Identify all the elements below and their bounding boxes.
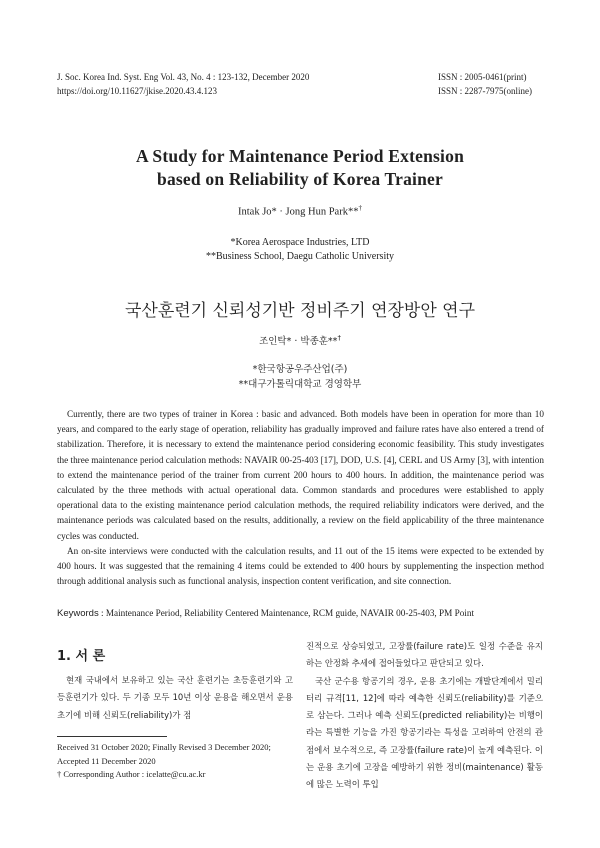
abstract-paragraph-1: Currently, there are two types of trainer in Korea : basic and advanced. Both models have been in operation for more than 10 years, and compared to the early stage of operation, reliability has gradually improved and failure rates have also entered a trend of stabilization. Therefore, it is necessary to extend the maintenance period considering economic feasibility. This study investigates the three maintenance period calculation methods: NAVAIR 00-25-403 [17], DOD, U.S. [4], CERL and US Army [3], with intention to extend the maintenance period of the trainer from current 200 hours to 400 hours. In addition, the maintenance period was calculated by the three methods with actual operational data. Common standards and procedures were established to apply operational data to the existing maintenance period calculation methods, the required reliability indicators were derived, and the maintenance periods was calculated based on the results, additionally, a review on the field applicability of the three maintenance cycles was conducted. (57, 409, 544, 541)
received-date: Received 31 October 2020; Finally Revised 3 December 2020; (57, 742, 271, 752)
title-en-line1: A Study for Maintenance Period Extension (135, 146, 465, 166)
affiliation-ko-2: **대구가톨릭대학교 경영학부 (238, 379, 362, 390)
authors-ko (0, 333, 600, 347)
intro-paragraph-right-2: 국산 군수용 항공기의 경우, 운용 초기에는 개발단계에서 밀리터리 규격[11, 12]에 따라 예측한 신뢰도(reliability)를 기준으로 삼는다. 그러나 예측 신뢰도(predicted reliability)는 비행이라는 특별한 기능을 가진 항공기라는 특성을 고려하여 안전의 관점에서 보수적으로, 즉 고장률(failure rate)이 높게 예측된다. 이는 운용 초기에 고장을 예방하기 위한 정비(maintenance) 활동에 많은 노력이 투입 (306, 675, 543, 790)
title-en-line2: based on Reliability of Korea Trainer (157, 169, 443, 189)
authors-en-names: Intak Jo* · Jong Hun Park** (238, 206, 359, 218)
abstract-paragraph-2: An on-site interviews were conducted with the calculation results, and 11 out of the 15 items were expected to be extended by 400 hours. It was suggested that the remaining 4 items could be extended to 400 hours by supplementing the inspection method through additional analysis such as functional analysis, inspection content verification, and site connection. (57, 545, 544, 587)
issn-online: ISSN : 2287-7975(online) (438, 86, 532, 96)
intro-paragraph-right-1: 진적으로 상승되었고, 고장률(failure rate)도 일정 수준을 유지하는 안정화 추세에 접어들었다고 판단되고 있다. (306, 641, 543, 669)
affiliation-en-1: *Korea Aerospace Industries, LTD (230, 237, 370, 248)
authors-en (0, 204, 600, 218)
intro-paragraph-left: 현재 국내에서 보유하고 있는 국산 훈련기는 초등훈련기와 고등훈련기가 있다. 두 기종 모두 10년 이상 운용을 해오면서 운용 초기에 비해 신뢰도(reliability)가 점 (57, 675, 293, 720)
affiliation-ko-1: *한국항공우주산업(주) (252, 364, 348, 375)
corresponding-author (57, 768, 287, 782)
journal-citation: J. Soc. Korea Ind. Syst. Eng Vol. 43, No. 4 : 123-132, December 2020 (57, 72, 310, 82)
section-heading: 1. 서 론 (57, 649, 106, 664)
authors-ko-names: 조인탁* · 박종훈** (259, 336, 338, 347)
left-column (57, 672, 293, 724)
keywords-text: : Maintenance Period, Reliability Centered Maintenance, RCM guide, NAVAIR 00-25-403, PM Point (98, 608, 474, 618)
corresponding-author-text: Corresponding Author : icelatte@cu.ac.kr (63, 769, 206, 779)
issn-print: ISSN : 2005-0461(print) (438, 72, 527, 82)
keywords (57, 608, 557, 619)
accepted-date: Accepted 11 December 2020 (57, 755, 156, 766)
doi-link[interactable]: https://doi.org/10.11627/jkise.2020.43.4.123 (57, 86, 218, 96)
corresponding-dagger: † (358, 204, 362, 212)
footnote-divider (57, 736, 167, 737)
keywords-label: Keywords (57, 608, 99, 619)
footnotes (57, 741, 287, 782)
footnote-dagger: † (57, 769, 62, 779)
right-column (306, 638, 543, 794)
title-ko: 국산훈련기 신뢰성기반 정비주기 연장방안 연구 (124, 301, 476, 321)
corresponding-dagger-ko: † (337, 333, 341, 342)
abstract (57, 407, 544, 589)
affiliation-en-2: **Business School, Daegu Catholic University (205, 251, 395, 262)
